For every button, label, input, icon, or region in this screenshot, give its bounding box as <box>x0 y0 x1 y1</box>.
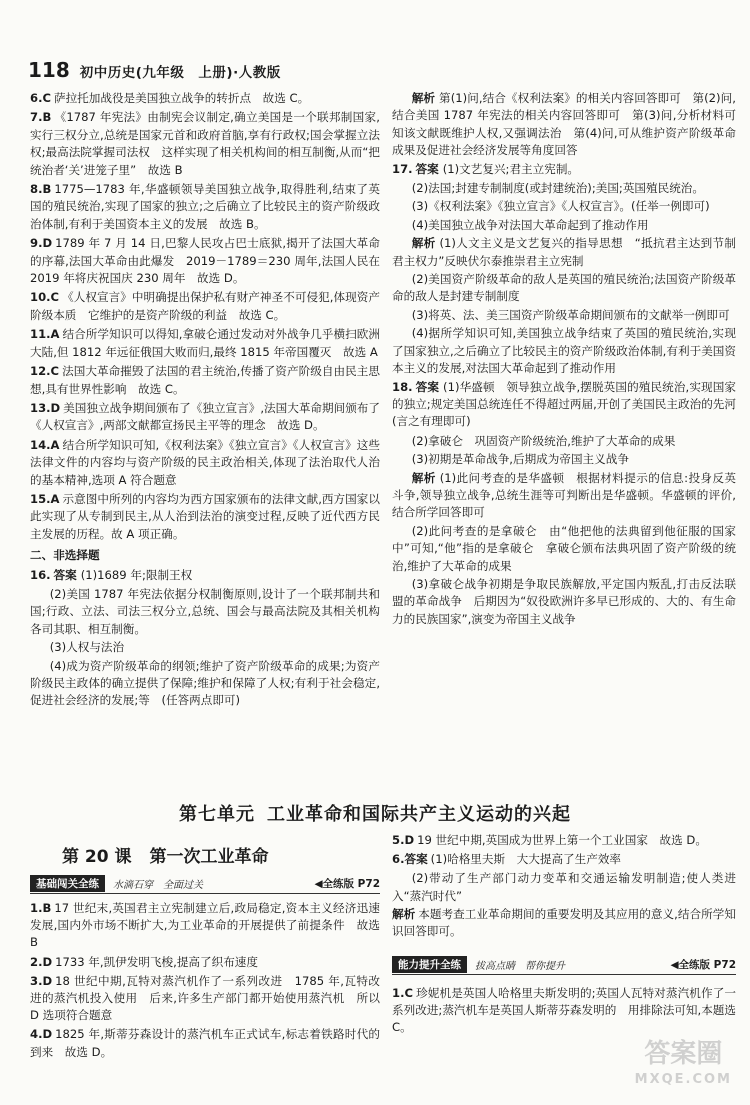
band-badge: 能力提升全练 <box>392 956 467 973</box>
practice-band-advanced <box>392 955 736 973</box>
answer-item: 13.D 美国独立战争期间颁布了《独立宣言》,法国大革命期间颁布了《人权宣言》,两部文献都宣扬民主平等的理念 故选 D。 <box>30 400 380 433</box>
lesson-answers-left <box>30 900 380 1063</box>
answer-line: (4)成为资产阶级革命的纲领;维护了资产阶级革命的成果;为资产阶级民主政体的确立提供了保障;维护和保障了人权;有利于社会稳定,促进社会经济的发展;等 (任答两点即可) <box>30 658 380 708</box>
answer-item: 18. 答案 (1)华盛顿 领导独立战争,摆脱英国的殖民统治,实现国家的独立;规定美国总统连任不得超过两届,开创了美国民主政治的先河 (言之有理即可) <box>392 379 748 429</box>
answer-item: 6.C 萨拉托加战役是美国独立战争的转折点 故选 C。 <box>30 91 310 105</box>
left-column <box>30 90 380 711</box>
answer-item: 15.A 示意图中所列的内容均为西方国家颁布的法律文献,西方国家以此实现了从专制到民主,从人治到法治的演变过程,反映了近代西方民主发展的历程。故 A 项正确。 <box>30 491 380 541</box>
answer-item: 11.A 结合所学知识可以得知,拿破仑通过发动对外战争几乎横扫欧洲大陆,但 1812 年远征俄国大败而归,最终 1815 年帝国覆灭 故选 A <box>30 327 380 359</box>
answer-item: 17. 答案 (1)文艺复兴;君主立宪制。 <box>392 161 580 176</box>
analysis-line: (2)美国资产阶级革命的敌人是英国的殖民统治;法国资产阶级革命的敌人是封建专制制度 <box>392 272 736 304</box>
page-number: 118 <box>28 58 70 82</box>
answer-item: 1.C 珍妮机是英国人哈格里夫斯发明的;英国人瓦特对蒸汽机作了一系列改进;蒸汽机车是英国人斯蒂芬森发明的 用排除法可知,本题选 C。 <box>392 986 736 1035</box>
watermark-logo: 答案圈 MXQE.COM <box>634 1039 732 1087</box>
answer-item: 16. 答案 (1)1689 年;限制王权 <box>30 567 193 582</box>
band-subtitle: 水滴石穿 全面过关 <box>113 879 203 891</box>
answer-line: (3)初期是革命战争,后期成为帝国主义战争 <box>411 452 629 467</box>
answer-item: 7.B 《1787 年宪法》由制宪会议制定,确立美国是一个联邦制国家,实行三权分立,总统是国家元首和政府首脑,享有行政权;国会掌握立法权;最高法院掌握司法权 这样实现了相关机构间的相互制衡,从而“把统治者‘关’进笼子里” 故选 B <box>30 110 380 177</box>
answer-line: (4)美国独立战争对法国大革命起到了推动作用 <box>411 217 649 232</box>
page-header <box>28 58 281 84</box>
book-title: 初中历史(九年级 上册)·人教版 <box>79 65 281 81</box>
answer-item: 8.B 1775—1783 年,华盛顿领导美国独立战争,取得胜利,结束了英国的殖民统治,实现了国家的独立;之后确立了比较民主的资产阶级政治体制,有利于美国资本主义的发展 故选 B。 <box>30 182 380 231</box>
band-subtitle: 拔高点睛 帮你提升 <box>475 960 565 972</box>
answer-line: (3)人权与法治 <box>49 640 125 655</box>
analysis-line: (3)将英、法、美三国资产阶级革命期间颁布的文献举一例即可 <box>411 307 730 322</box>
answer-item: 12.C 法国大革命摧毁了法国的君主统治,传播了资产阶级自由民主思想,具有世界性影响 故选 C。 <box>30 364 380 396</box>
right-column <box>392 90 748 629</box>
answer-item: 3.D 18 世纪中期,瓦特对蒸汽机作了一系列改进 1785 年,瓦特改进的蒸汽机投入使用 后来,许多生产部门都开始使用蒸汽机 所以 D 选项符合题意 <box>30 973 380 1023</box>
analysis-line: 解析 (1)人文主义是文艺复兴的指导思想 “抵抗君主达到节制君主权力”反映伏尔泰推崇君主立宪制 <box>392 236 736 268</box>
answer-item: 14.A 结合所学知识可知,《权利法案》《独立宣言》《人权宣言》这些法律文件的内容均与资产阶级的民主政治相关,体现了法治取代人治的基本精神,选项 A 符合题意 <box>30 437 380 487</box>
band-reference: ◀全练版 P72 <box>670 958 736 971</box>
divider <box>30 893 380 894</box>
analysis-line: 解析 (1)此问考查的是华盛顿 根据材料提示的信息:投身反英斗争,领导独立战争,总统生涯等可判断出是华盛顿。华盛顿的评价,结合所学回答即可 <box>392 470 736 520</box>
analysis-line: (2)此问考查的是拿破仑 由“他把他的法典留到他征服的国家中”可知,“他”指的是拿破仑 拿破仑颁布法典巩固了资产阶级的统治,维护了大革命的成果 <box>392 523 736 573</box>
lesson-answers-right <box>392 832 736 942</box>
analysis-line: 解析 本题考查工业革命期间的重要发明及其应用的意义,结合所学知识回答即可。 <box>392 906 736 939</box>
practice-band-basic <box>30 874 380 892</box>
answer-item: 1.B 17 世纪末,英国君主立宪制建立后,政局稳定,资本主义经济迅速发展,国内外市场不断扩大,为工业革命的开展提供了前提条件 故选 B <box>30 901 380 950</box>
answer-item: 9.D 1789 年 7 月 14 日,巴黎人民攻占巴士底狱,揭开了法国大革命的序幕,法国大革命由此爆发 2019－1789＝230 周年,法国人民在 2019 年将庆祝国庆 230 周年 故选 D。 <box>30 236 380 286</box>
advanced-answers <box>392 985 736 1039</box>
band-badge: 基础闯关全练 <box>30 875 105 892</box>
analysis-line: (3)拿破仑战争初期是争取民族解放,平定国内叛乱,打击反法联盟的革命战争 后期因为“奴役欧洲许多早已形成的、大的、有生命力的民族国家”,演变为帝国主义战争 <box>392 576 736 626</box>
unit-title: 第七单元 工业革命和国际共产主义运动的兴起 <box>179 804 571 825</box>
band-reference: ◀全练版 P72 <box>314 877 380 890</box>
answer-line: (2)法国;封建专制制度(或封建统治);美国;英国殖民统治。 <box>411 181 704 196</box>
section-title: 二、非选择题 <box>30 548 100 563</box>
answer-item: 4.D 1825 年,斯蒂芬森设计的蒸汽机车正式试车,标志着铁路时代的到来 故选 D。 <box>30 1027 380 1059</box>
lesson-title: 第 20 课 第一次工业革命 <box>62 847 269 867</box>
analysis-line: (4)据所学知识可知,美国独立战争结束了英国的殖民统治,实现了国家独立,之后确立了比较民主的资产阶级政治体制,有利于美国资本主义的发展,对法国大革命起到了推动作用 <box>392 326 736 376</box>
answer-item: 2.D 1733 年,凯伊发明飞梭,提高了织布速度 <box>30 954 258 969</box>
answer-item: 10.C 《人权宣言》中明确提出保护私有财产神圣不可侵犯,体现资产阶级本质 它维护的是资产阶级的利益 故选 C。 <box>30 290 380 322</box>
divider <box>392 974 736 975</box>
answer-line: (2)拿破仑 巩固资产阶级统治,维护了大革命的成果 <box>411 433 676 448</box>
analysis-line: 解析 第(1)问,结合《权利法案》的相关内容回答即可 第(2)问,结合美国 1787 年宪法的相关内容回答即可 第(3)问,分析材料可知该文献既维护人权,又强调法治 第(4)问,可从维护资产阶级革命成果及促进社会经济发展等角度回答 <box>392 91 736 158</box>
answer-item: 5.D 19 世纪中期,英国成为世界上第一个工业国家 故选 D。 <box>392 833 707 847</box>
answer-item: 6.答案 (1)哈格里夫斯 大大提高了生产效率 <box>392 852 622 867</box>
answer-line: (2)美国 1787 年宪法依据分权制衡原则,设计了一个联邦制共和国;行政、立法、司法三权分立,总统、国会与最高法院及其相关机构各司其职、相互制衡。 <box>30 586 380 636</box>
answer-line: (2)带动了生产部门动力变革和交通运输发明制造;使人类进入“蒸汽时代” <box>392 871 736 903</box>
answer-line: (3)《权利法案》《独立宣言》《人权宣言》。(任举一例即可) <box>411 199 710 214</box>
